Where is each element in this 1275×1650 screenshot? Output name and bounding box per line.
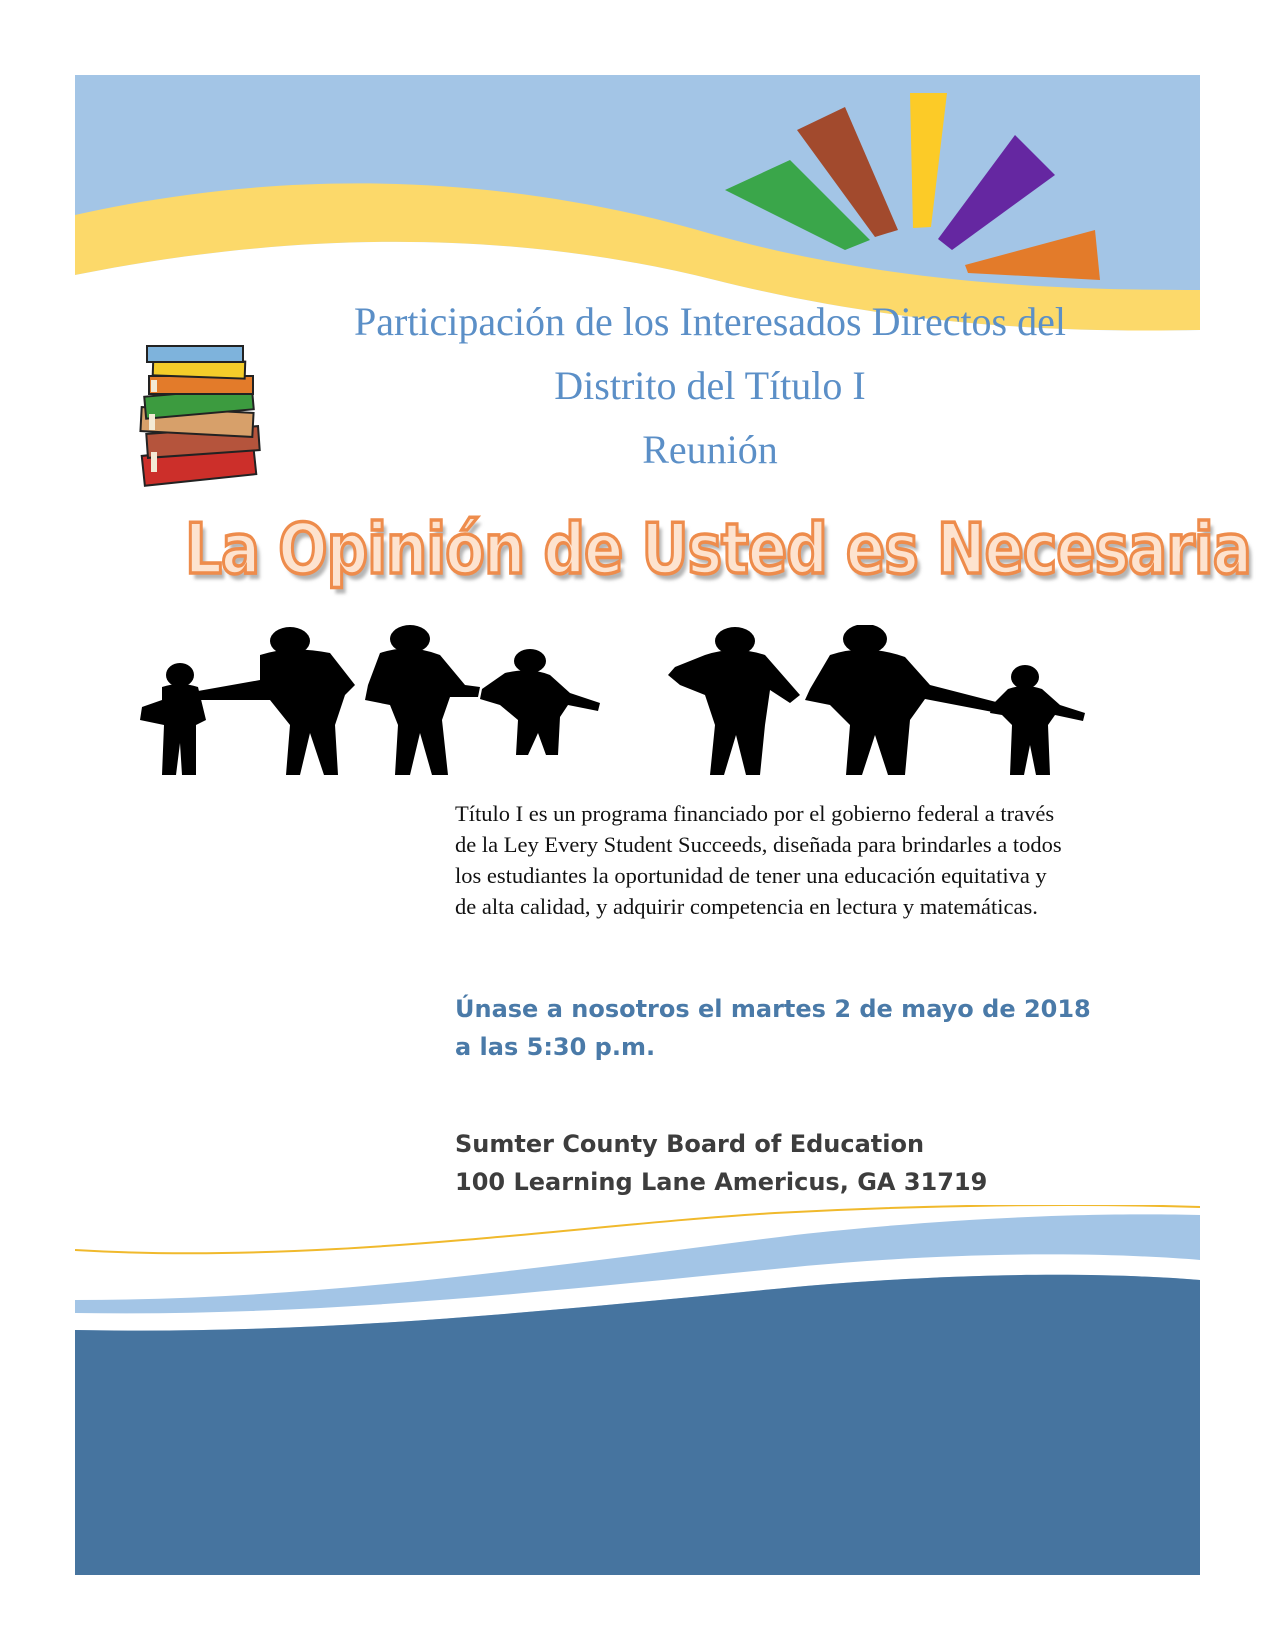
event-date-line-2: a las 5:30 p.m. bbox=[455, 1033, 656, 1061]
program-description bbox=[455, 798, 1155, 922]
event-date bbox=[455, 990, 1175, 1066]
title-line-1: Participación de los Interesados Directos del bbox=[354, 299, 1066, 344]
event-date-line-1: Únase a nosotros el martes 2 de mayo de 2018 bbox=[455, 995, 1091, 1023]
address-line-2: 100 Learning Lane Americus, GA 31719 bbox=[455, 1168, 988, 1196]
book-stack-icon bbox=[135, 340, 280, 490]
family-silhouette-icon bbox=[140, 625, 1140, 775]
title-line-2: Distrito del Título I bbox=[554, 363, 866, 408]
title-line-3: Reunión bbox=[642, 427, 778, 472]
slogan-heading: La Opinión de Usted es Necesaria bbox=[185, 508, 1251, 590]
description-line-1: Título I es un programa financiado por el gobierno federal a través bbox=[455, 801, 1055, 826]
footer-banner bbox=[75, 1205, 1200, 1575]
page-title bbox=[280, 290, 1140, 482]
description-line-3: los estudiantes la oportunidad de tener una educación equitativa y bbox=[455, 863, 1047, 888]
description-line-2: de la Ley Every Student Succeeds, diseñada para brindarles a todos bbox=[455, 832, 1062, 857]
address-line-1: Sumter County Board of Education bbox=[455, 1130, 925, 1158]
description-line-4: de alta calidad, y adquirir competencia en lectura y matemáticas. bbox=[455, 894, 1038, 919]
event-address bbox=[455, 1125, 1175, 1201]
